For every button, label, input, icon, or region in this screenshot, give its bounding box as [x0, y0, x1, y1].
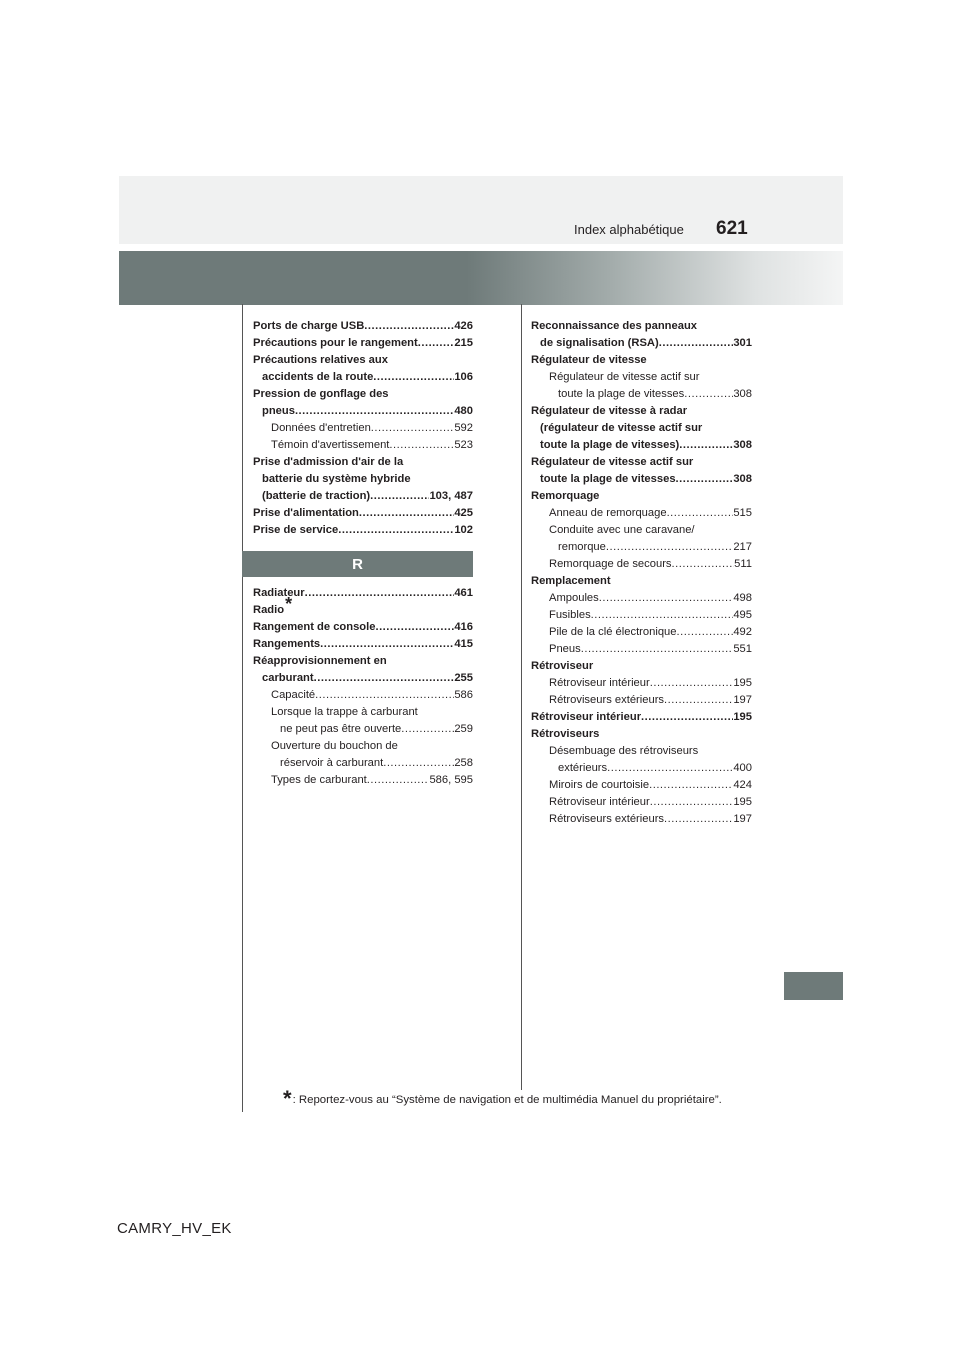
index-entry: Radio* [253, 594, 293, 616]
index-subentry: Conduite avec une caravane/ [549, 524, 695, 536]
footnote [283, 1086, 722, 1112]
footnote-mark: * [285, 594, 293, 614]
index-entry: Rangements ..... 415 [253, 636, 473, 653]
index-subentry: réservoir à carburant ..... 258 [253, 755, 473, 772]
index-entry: de signalisation (RSA) ..... 301 [531, 335, 752, 352]
index-entry: Pression de gonflage des [253, 388, 389, 400]
footnote-text: : Reportez-vous au “Système de navigation et de multimédia Manuel du propriétaire”. [292, 1094, 722, 1106]
index-subentry: toute la plage de vitesses ..... 308 [531, 386, 752, 403]
index-subentry: remorque ..... 217 [531, 539, 752, 556]
index-subentry: Lorsque la trappe à carburant [271, 706, 418, 718]
chapter-side-tab [784, 972, 843, 1000]
index-entry: carburant ..... 255 [253, 670, 473, 687]
index-subentry: Rétroviseurs extérieurs ..... 197 [531, 692, 752, 709]
index-subentry: extérieurs ..... 400 [531, 760, 752, 777]
footnote-mark: * [283, 1086, 292, 1111]
index-subentry: Pneus ..... 551 [531, 641, 752, 658]
index-entry: Régulateur de vitesse [531, 354, 647, 366]
index-entry: batterie du système hybride [262, 473, 411, 485]
middle-column-rule [521, 304, 522, 1090]
index-subentry: Désembuage des rétroviseurs [549, 745, 699, 757]
index-subentry: Capacité ..... 586 [253, 687, 473, 704]
index-entry: Régulateur de vitesse à radar [531, 405, 688, 417]
index-subentry: Anneau de remorquage ..... 515 [531, 505, 752, 522]
index-subentry: Témoin d'avertissement ..... 523 [253, 437, 473, 454]
index-subentry: Miroirs de courtoisie ..... 424 [531, 777, 752, 794]
page-number: 621 [716, 218, 748, 239]
index-entry: Reconnaissance des panneaux [531, 320, 698, 332]
index-subentry: Remorquage de secours ..... 511 [531, 556, 752, 573]
index-entry: toute la plage de vitesses ..... 308 [531, 471, 752, 488]
index-subentry: Rétroviseur intérieur ..... 195 [531, 675, 752, 692]
index-subentry: Rétroviseurs extérieurs ..... 197 [531, 811, 752, 828]
index-entry: toute la plage de vitesses) ..... 308 [531, 437, 752, 454]
left-column-rule [242, 304, 243, 1112]
index-subentry: Rétroviseur intérieur ..... 195 [531, 794, 752, 811]
index-entry: Prise d'admission d'air de la [253, 456, 404, 468]
index-entry: Remplacement [531, 575, 611, 587]
index-entry: Rétroviseur intérieur ..... 195 [531, 709, 752, 726]
index-subentry: Pile de la clé électronique ..... 492 [531, 624, 752, 641]
index-entry: Précautions pour le rangement ..... 215 [253, 335, 473, 352]
index-subentry: Types de carburant ..... 586, 595 [253, 772, 473, 789]
index-entry: accidents de la route ..... 106 [253, 369, 473, 386]
index-subentry: ne peut pas être ouverte ..... 259 [253, 721, 473, 738]
index-subentry: Ouverture du bouchon de [271, 740, 398, 752]
index-entry: (batterie de traction) ..... 103, 487 [253, 488, 473, 505]
index-entry: (régulateur de vitesse actif sur [540, 422, 703, 434]
index-subentry: Ampoules ..... 498 [531, 590, 752, 607]
index-entry: Radiateur ..... 461 [253, 585, 473, 602]
index-subentry: Fusibles ..... 495 [531, 607, 752, 624]
index-entry: Rétroviseurs [531, 728, 600, 740]
index-entry: Rétroviseur [531, 660, 594, 672]
index-subentry: Régulateur de vitesse actif sur [549, 371, 700, 383]
model-code: CAMRY_HV_EK [117, 1220, 232, 1237]
index-entry: Précautions relatives aux [253, 354, 388, 366]
header-gradient-band [119, 251, 843, 305]
index-entry: Remorquage [531, 490, 600, 502]
index-entry: Rangement de console ..... 416 [253, 619, 473, 636]
index-entry: Régulateur de vitesse actif sur [531, 456, 694, 468]
index-entry: Ports de charge USB ..... 426 [253, 318, 473, 335]
index-column-right [531, 318, 752, 828]
index-entry: Réapprovisionnement en [253, 655, 387, 667]
index-entry: pneus ..... 480 [253, 403, 473, 420]
index-subentry: Données d'entretien ..... 592 [253, 420, 473, 437]
section-heading-r: R [242, 551, 473, 577]
index-entry: Prise de service ..... 102 [253, 522, 473, 539]
index-entry: Prise d'alimentation ..... 425 [253, 505, 473, 522]
header-title: Index alphabétique [574, 222, 684, 237]
index-column-left [253, 318, 473, 789]
